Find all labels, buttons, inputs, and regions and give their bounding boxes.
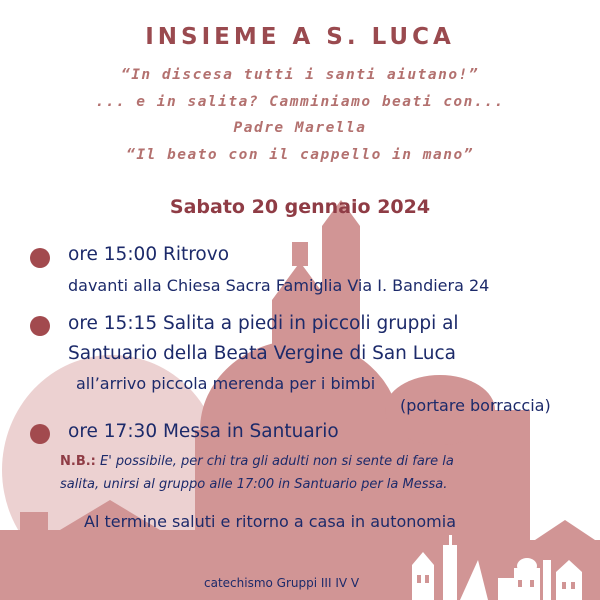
nb-label: N.B.: bbox=[60, 454, 96, 469]
footer-groups: catechismo Gruppi III IV V bbox=[204, 576, 360, 590]
item-2-line-2: Santuario della Beata Vergine di San Luca bbox=[68, 343, 456, 364]
item-1-time: ore 15:00 Ritrovo bbox=[68, 244, 230, 265]
nb-text-1: E' possibile, per chi tra gli adulti non si sente di fare la bbox=[95, 454, 454, 469]
item-2-line-4: (portare borraccia) bbox=[400, 396, 551, 415]
item-1-location: davanti alla Chiesa Sacra Famiglia Via I. Bandiera 24 bbox=[68, 276, 490, 295]
bullet-icon bbox=[30, 248, 50, 268]
event-date: Sabato 20 gennaio 2024 bbox=[169, 196, 431, 218]
item-2-line-1: ore 15:15 Salita a piedi in piccoli gruppi al bbox=[68, 313, 459, 334]
quote-line-4: “Il beato con il cappello in mano” bbox=[126, 147, 474, 163]
item-3-line-1: ore 17:30 Messa in Santuario bbox=[68, 421, 339, 442]
quote-line-3: Padre Marella bbox=[233, 120, 367, 136]
page-title: INSIEME A S. LUCA bbox=[145, 24, 455, 50]
nb-line-2: salita, unirsi al gruppo alle 17:00 in Santuario per la Messa. bbox=[60, 477, 448, 492]
nb-line-1 bbox=[60, 454, 454, 469]
quote-line-2: ... e in salita? Camminiamo beati con... bbox=[95, 94, 505, 110]
bullet-icon bbox=[30, 316, 50, 336]
item-2-line-3: all’arrivo piccola merenda per i bimbi bbox=[76, 374, 376, 393]
closing-line: Al termine saluti e ritorno a casa in autonomia bbox=[84, 512, 457, 531]
quote-line-1: “In discesa tutti i santi aiutano!” bbox=[120, 67, 480, 83]
bullet-icon bbox=[30, 424, 50, 444]
